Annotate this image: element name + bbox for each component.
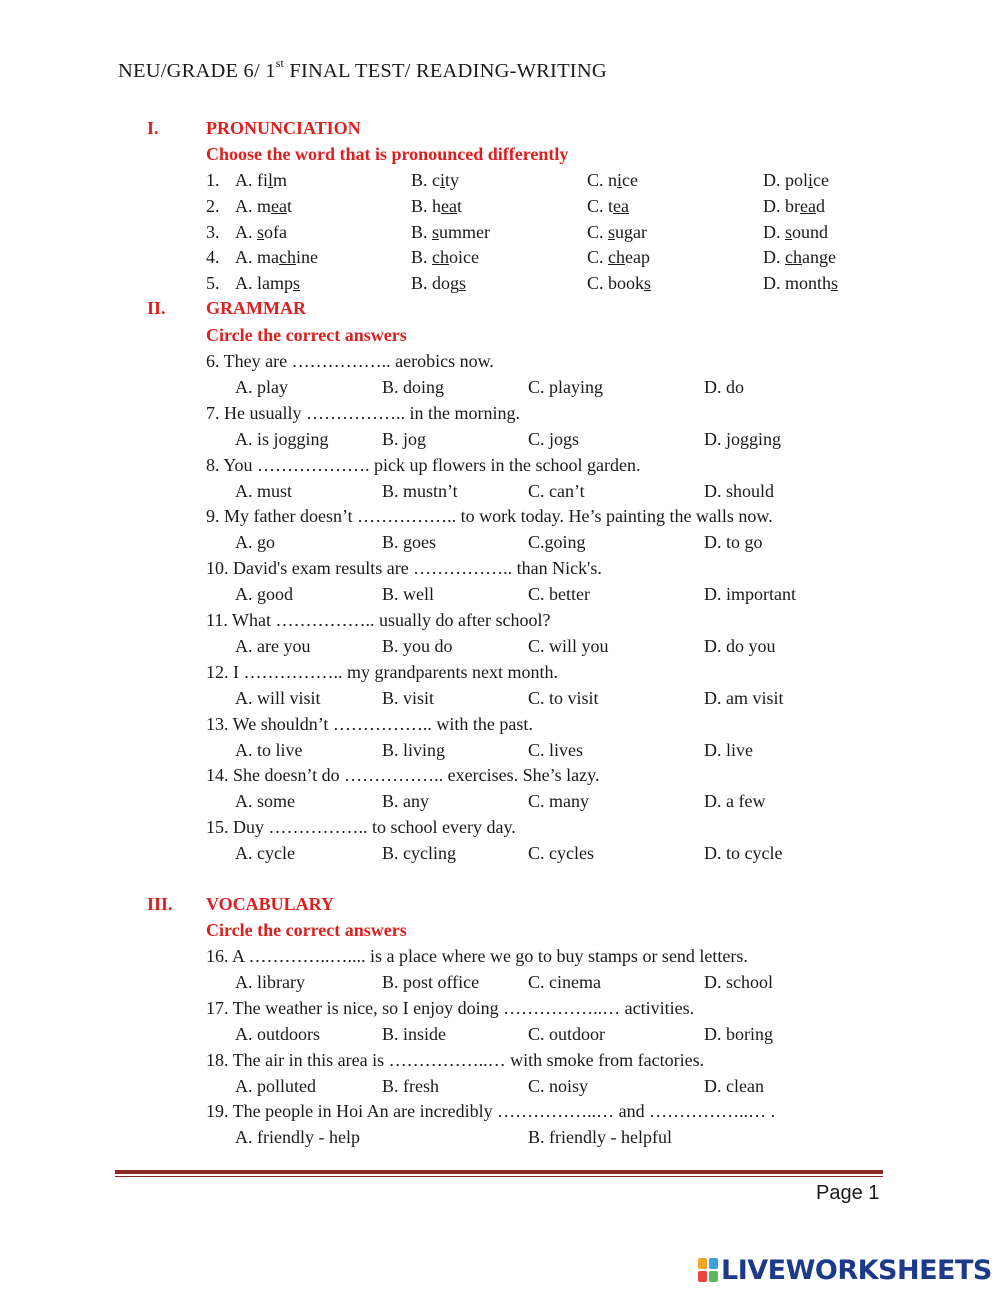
answer-option[interactable]: B. goes: [382, 532, 436, 553]
question-row: [0, 817, 1000, 841]
option-d[interactable]: [763, 222, 828, 243]
answer-option[interactable]: D. live: [704, 739, 753, 760]
underlined-sound: i: [440, 170, 446, 190]
answer-option[interactable]: C. cinema: [528, 972, 601, 992]
option-a[interactable]: [235, 247, 318, 268]
option-text-before: C.: [587, 247, 609, 268]
pronunciation-row: [0, 247, 1000, 271]
option-c[interactable]: [587, 170, 638, 191]
footer-rule-thick: [115, 1170, 883, 1174]
option-b[interactable]: [411, 170, 459, 191]
question-text: 17. The weather is nice, so I enjoy doing ……………..… activities.: [206, 997, 695, 1018]
option-c[interactable]: [587, 247, 650, 268]
answer-option[interactable]: A. outdoors: [235, 1023, 320, 1044]
option-b[interactable]: [411, 196, 462, 217]
option-c[interactable]: [587, 222, 647, 243]
option-text-after: oice: [449, 247, 479, 268]
option-text-after: ofa: [264, 221, 287, 242]
option-text-before: A. lamp: [235, 273, 293, 294]
question-text: 6. They are …………….. aerobics now.: [206, 351, 494, 371]
answer-option[interactable]: D. jogging: [704, 428, 782, 449]
question-row: [0, 558, 1000, 582]
answer-option[interactable]: A. is jogging: [235, 428, 329, 449]
answer-option[interactable]: C. playing: [528, 377, 603, 397]
answer-option[interactable]: B. post office: [382, 972, 480, 992]
section-title-pronunciation: PRONUNCIATION: [206, 118, 361, 138]
options-row: [0, 1127, 1000, 1151]
option-text-before: A. ma: [235, 247, 279, 268]
answer-option[interactable]: D. am visit: [704, 687, 784, 708]
options-row: [0, 688, 1000, 712]
option-text-after: ce: [622, 170, 639, 190]
answer-option[interactable]: A. will visit: [235, 687, 321, 708]
option-text-after: ce: [813, 170, 829, 190]
answer-option[interactable]: B. cycling: [382, 843, 456, 864]
option-text-before: B. h: [411, 195, 442, 216]
question-row: [0, 1050, 1000, 1074]
underlined-sound: s: [432, 221, 440, 242]
answer-option[interactable]: D. clean: [704, 1075, 764, 1096]
question-text: 8. You ………………. pick up flowers in the school garden.: [206, 454, 641, 475]
pronunciation-row: [0, 170, 1000, 194]
question-text: 9. My father doesn’t …………….. to work today. He’s painting the walls now.: [206, 506, 773, 527]
option-text-after: t: [286, 195, 292, 216]
question-row: [0, 998, 1000, 1022]
answer-option[interactable]: C. will you: [528, 636, 609, 656]
answer-option[interactable]: C. cycles: [528, 843, 594, 864]
option-text-before: A. fi: [235, 170, 268, 190]
option-text-before: B.: [411, 221, 433, 242]
option-text-before: B.: [411, 247, 433, 268]
answer-option[interactable]: D. boring: [704, 1023, 773, 1044]
underlined-sound: s: [785, 221, 793, 242]
answer-option[interactable]: C. better: [528, 584, 590, 605]
underlined-sound: s: [257, 221, 265, 242]
option-text-before: A. m: [235, 195, 271, 216]
section-instruction-vocabulary: Circle the correct answers: [206, 920, 407, 940]
answer-option[interactable]: D. a few: [704, 791, 766, 812]
options-row: [0, 791, 1000, 815]
section-number-3: III.: [147, 894, 173, 914]
section-instruction-grammar: Circle the correct answers: [206, 325, 407, 345]
options-row: [0, 1076, 1000, 1100]
section-title-vocabulary: VOCABULARY: [206, 894, 335, 914]
answer-option[interactable]: A. to live: [235, 739, 303, 760]
question-row: [0, 351, 1000, 375]
underlined-sound: s: [459, 273, 467, 294]
answer-option[interactable]: B. living: [382, 739, 446, 760]
option-text-before: C. book: [587, 273, 645, 294]
underlined-sound: i: [617, 170, 623, 190]
option-text-before: C. n: [587, 170, 618, 190]
underlined-sound: ch: [279, 247, 296, 268]
answer-option[interactable]: C. jogs: [528, 428, 580, 449]
option-b[interactable]: [411, 273, 466, 294]
option-text-before: D.: [763, 221, 785, 242]
question-row: [0, 662, 1000, 686]
underlined-sound: s: [293, 273, 301, 294]
pronunciation-row: [0, 222, 1000, 246]
underlined-sound: ch: [785, 247, 802, 268]
answer-option[interactable]: C. can’t: [528, 480, 585, 501]
option-text-before: A.: [235, 221, 257, 242]
option-text-before: D. pol: [763, 170, 808, 190]
answer-option[interactable]: C. to visit: [528, 687, 599, 708]
question-number: 1.: [206, 170, 220, 190]
options-row: [0, 532, 1000, 556]
options-row: [0, 636, 1000, 660]
question-text: 16. A …………..….... is a place where we go to buy stamps or send letters.: [206, 946, 748, 966]
option-d[interactable]: [763, 196, 825, 217]
answer-option[interactable]: B. doing: [382, 377, 445, 397]
options-row: [0, 481, 1000, 505]
answer-option[interactable]: D. to go: [704, 532, 763, 553]
underlined-sound: l: [268, 170, 274, 190]
liveworksheets-brand[interactable]: [697, 1253, 992, 1287]
option-b[interactable]: [411, 222, 490, 243]
option-a[interactable]: [235, 273, 300, 294]
question-text: 19. The people in Hoi An are incredibly ……………..… and ……………..… .: [206, 1101, 776, 1122]
underlined-sound: s: [644, 273, 652, 294]
option-text-before: C.: [587, 221, 609, 242]
brand-name: LIVEWORKSHEETS: [721, 1254, 992, 1286]
pronunciation-row: [0, 196, 1000, 220]
answer-option[interactable]: B. any: [382, 791, 429, 812]
question-row: [0, 714, 1000, 738]
option-text-after: ty: [445, 170, 460, 190]
underlined-sound: s: [608, 221, 616, 242]
question-text: 18. The air in this area is ……………..… with smoke from factories.: [206, 1049, 705, 1070]
option-d[interactable]: [763, 170, 829, 191]
option-text-after: ugar: [615, 221, 648, 242]
option-text-after: ound: [792, 221, 829, 242]
option-c[interactable]: [587, 273, 651, 294]
answer-option[interactable]: A. play: [235, 377, 288, 397]
question-row: [0, 403, 1000, 427]
footer-rule-thin: [115, 1176, 883, 1177]
answer-option[interactable]: A. go: [235, 532, 275, 553]
answer-option[interactable]: C. noisy: [528, 1075, 589, 1096]
underlined-sound: ch: [432, 247, 450, 268]
option-text-before: B. c: [411, 170, 440, 190]
option-text-after: ine: [296, 247, 318, 268]
question-row: [0, 946, 1000, 970]
pronunciation-row: [0, 273, 1000, 297]
question-row: [0, 610, 1000, 634]
options-row: [0, 429, 1000, 453]
liveworksheets-logo-icon: [697, 1257, 719, 1283]
question-text: 14. She doesn’t do …………….. exercises. She’s lazy.: [206, 765, 600, 786]
answer-option[interactable]: B. visit: [382, 687, 435, 708]
question-row: [0, 506, 1000, 530]
question-text: 10. David's exam results are …………….. than Nick's.: [206, 558, 602, 579]
option-text-after: t: [457, 195, 463, 216]
option-a[interactable]: [235, 222, 287, 243]
answer-option[interactable]: B. mustn’t: [382, 480, 458, 501]
option-d[interactable]: [763, 273, 838, 294]
underlined-sound: s: [831, 273, 839, 294]
answer-option[interactable]: C. lives: [528, 739, 584, 760]
options-row: [0, 377, 1000, 401]
answer-option[interactable]: A. some: [235, 791, 295, 812]
section-number-1: I.: [147, 118, 159, 138]
question-row: [0, 455, 1000, 479]
option-text-after: d: [815, 195, 825, 216]
options-row: [0, 584, 1000, 608]
option-text-before: D. br: [763, 195, 800, 216]
section-number-2: II.: [147, 298, 166, 318]
answer-option[interactable]: B. fresh: [382, 1075, 439, 1096]
option-a[interactable]: [235, 170, 287, 191]
answer-option[interactable]: A. are you: [235, 636, 311, 656]
answer-option[interactable]: C. many: [528, 791, 589, 812]
answer-option[interactable]: D. do you: [704, 636, 776, 656]
option-text-after: ummer: [439, 221, 491, 242]
option-d[interactable]: [763, 247, 836, 268]
answer-option[interactable]: D. important: [704, 584, 796, 605]
question-number: 5.: [206, 273, 220, 294]
option-text-after: eap: [625, 247, 650, 268]
option-text-before: C. t: [587, 195, 614, 216]
underlined-sound: ea: [271, 195, 287, 216]
options-row: [0, 1024, 1000, 1048]
answer-option[interactable]: A. good: [235, 584, 293, 605]
options-row: [0, 740, 1000, 764]
answer-option[interactable]: B. you do: [382, 636, 453, 656]
question-number: 2.: [206, 195, 220, 216]
question-text: 12. I …………….. my grandparents next month.: [206, 661, 558, 682]
underlined-sound: i: [808, 170, 814, 190]
answer-option[interactable]: A. must: [235, 480, 293, 501]
options-row: [0, 972, 1000, 996]
answer-option[interactable]: A. polluted: [235, 1075, 316, 1096]
answer-option[interactable]: D. school: [704, 972, 773, 992]
question-text: 15. Duy …………….. to school every day.: [206, 817, 516, 838]
option-text-before: D. month: [763, 273, 832, 294]
answer-option[interactable]: A. cycle: [235, 843, 295, 864]
answer-option[interactable]: A. friendly - help: [235, 1127, 360, 1148]
question-text: 13. We shouldn’t …………….. with the past.: [206, 713, 533, 734]
answer-option[interactable]: B. friendly - helpful: [528, 1127, 672, 1148]
answer-option[interactable]: A. library: [235, 972, 305, 992]
option-text-after: m: [273, 170, 288, 190]
answer-option[interactable]: D. do: [704, 377, 744, 397]
option-text-before: D.: [763, 247, 785, 268]
option-c[interactable]: [587, 196, 629, 217]
underlined-sound: ea: [441, 195, 457, 216]
option-text-before: B. dog: [411, 273, 460, 294]
underlined-sound: ea: [800, 195, 816, 216]
question-row: [0, 765, 1000, 789]
underlined-sound: ch: [608, 247, 626, 268]
answer-option[interactable]: C. outdoor: [528, 1023, 606, 1044]
page-number: Page 1: [816, 1182, 880, 1204]
option-a[interactable]: [235, 196, 292, 217]
answer-option[interactable]: B. well: [382, 584, 434, 605]
answer-option[interactable]: D. should: [704, 480, 775, 501]
question-number: 4.: [206, 247, 220, 268]
document-header: NEU/GRADE 6/ 1st FINAL TEST/ READING-WRITING: [118, 56, 607, 82]
section-instruction-pronunciation: Choose the word that is pronounced differently: [206, 144, 569, 164]
answer-option[interactable]: C.going: [528, 532, 586, 553]
answer-option[interactable]: B. inside: [382, 1023, 447, 1044]
question-row: [0, 1101, 1000, 1125]
section-title-grammar: GRAMMAR: [206, 298, 306, 318]
answer-option[interactable]: D. to cycle: [704, 843, 783, 864]
options-row: [0, 843, 1000, 867]
question-number: 3.: [206, 221, 220, 242]
option-text-after: ange: [802, 247, 836, 268]
answer-option[interactable]: B. jog: [382, 428, 427, 449]
question-text: 7. He usually …………….. in the morning.: [206, 402, 520, 423]
underlined-sound: ea: [613, 195, 629, 216]
question-text: 11. What …………….. usually do after school?: [206, 610, 551, 630]
option-b[interactable]: [411, 247, 479, 268]
